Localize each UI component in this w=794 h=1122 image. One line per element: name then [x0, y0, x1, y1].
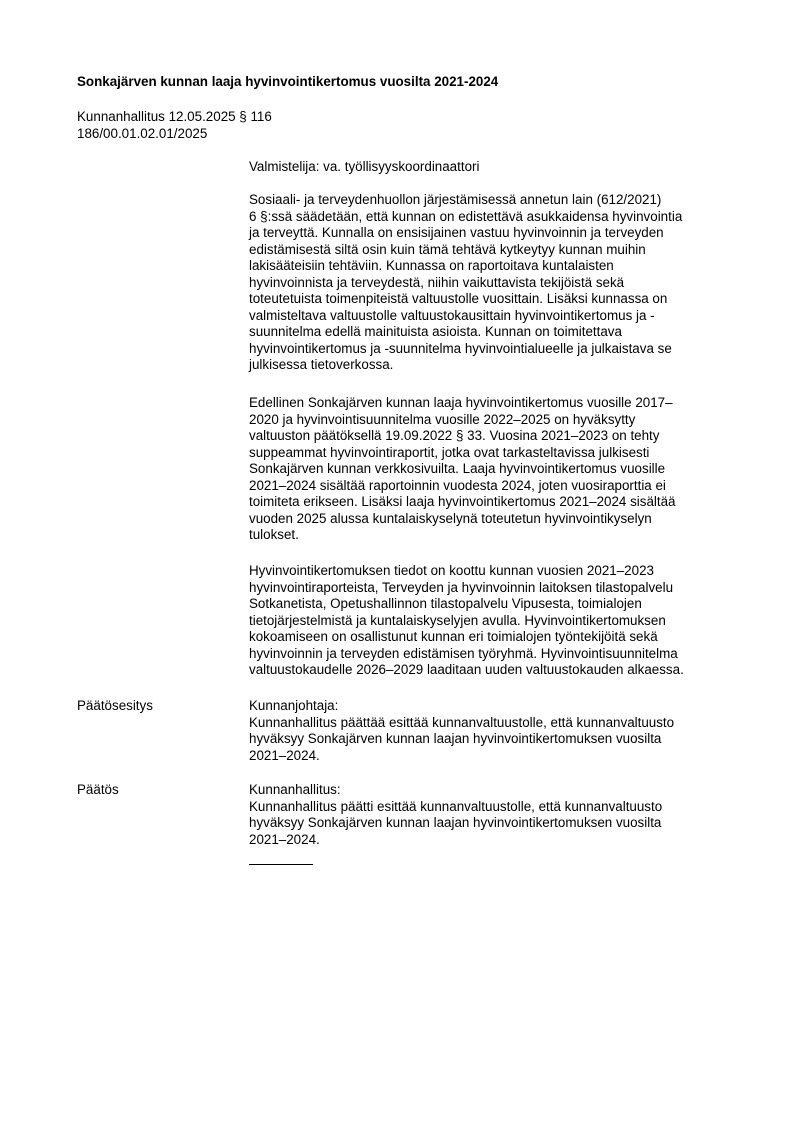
proposal-line: 2021–2024.	[249, 747, 320, 763]
paragraph-line: valmisteltava valtuustolle valtuustokausittain hyvinvointikertomus ja -	[249, 307, 655, 323]
decision-line: 2021–2024.	[249, 831, 320, 847]
paragraph-line: toimiteta erikseen. Lisäksi laaja hyvinvointikertomus 2021–2024 sisältää	[249, 494, 676, 509]
paragraph-line: Hyvinvointikertomuksen tiedot on koottu kunnan vuosien 2021–2023	[249, 563, 654, 578]
proposal-line: hyväksyy Sonkajärven kunnan laajan hyvinvointikertomuksen vuosilta	[249, 731, 662, 746]
paragraph-line: Sotkanetista, Opetushallinnon tilastopalvelu Vipusesta, toimialojen	[249, 596, 642, 611]
signature-rule	[249, 864, 313, 865]
preparer: Valmistelija: va. työllisyyskoordinaattori	[249, 159, 480, 174]
decision-speaker: Kunnanhallitus:	[249, 782, 341, 797]
proposal-speaker: Kunnanjohtaja:	[249, 698, 339, 713]
paragraph-line: hyvinvoinnin ja terveyden edistämisen työryhmä. Hyvinvointisuunnitelma	[249, 645, 678, 661]
paragraph-line: hyvinvointiraporteista, Terveyden ja hyvinvoinnin laitoksen tilastopalvelu	[249, 579, 674, 595]
paragraph-1	[249, 192, 729, 374]
paragraph-line: 6 §:ssä säädetään, että kunnan on edistettävä asukkaidensa hyvinvointia	[249, 208, 683, 224]
record-number: 186/00.01.02.01/2025	[77, 125, 208, 141]
meeting-meta	[77, 109, 272, 142]
paragraph-line: valtuustokaudelle 2026–2029 laaditaan uuden valtuustokauden alkaessa.	[249, 662, 684, 677]
paragraph-line: tietojärjestelmistä ja kuntalaiskyselyjen avulla. Hyvinvointikertomuksen	[249, 612, 666, 628]
paragraph-line: lakisääteisiin tehtäviin. Kunnassa on raportoitava kuntalaisten	[249, 258, 614, 273]
paragraph-line: suunnitelma edellä mainituista asioista. Kunnan on toimitettava	[249, 324, 622, 339]
paragraph-line: 2021–2024 sisältää raportoinnin vuodesta 2024, joten vuosiraporttia ei	[249, 477, 666, 493]
decision-label: Päätös	[77, 782, 119, 797]
paragraph-line: kokoamiseen on osallistunut kunnan eri toimialojen työntekijöitä sekä	[249, 629, 658, 644]
document-title: Sonkajärven kunnan laaja hyvinvointikertomus vuosilta 2021-2024	[77, 74, 499, 89]
decision-section	[249, 782, 729, 848]
proposal-line: Kunnanhallitus päättää esittää kunnanvaltuustolle, että kunnanvaltuusto	[249, 714, 675, 730]
paragraph-line: Edellinen Sonkajärven kunnan laaja hyvinvointikertomus vuosille 2017–	[249, 395, 673, 410]
paragraph-line: suppeammat hyvinvointiraportit, jotka ovat tarkasteltavissa julkisesti	[249, 444, 650, 460]
paragraph-line: hyvinvoinnista ja terveydestä, niihin vaikuttavista tekijöistä sekä	[249, 274, 625, 290]
meeting-reference: Kunnanhallitus 12.05.2025 § 116	[77, 109, 272, 124]
proposal-section	[249, 698, 729, 764]
decision-line: hyväksyy Sonkajärven kunnan laajan hyvinvointikertomuksen vuosilta	[249, 815, 662, 830]
paragraph-line: tulokset.	[249, 527, 299, 542]
paragraph-line: Sonkajärven kunnan verkkosivuilta. Laaja hyvinvointikertomus vuosille	[249, 461, 666, 476]
paragraph-line: toteutetuista toimenpiteistä valtuustolle vuosittain. Lisäksi kunnassa on	[249, 291, 668, 306]
paragraph-2	[249, 395, 729, 544]
paragraph-line: julkisessa tietoverkossa.	[249, 357, 394, 372]
preparer-line	[249, 159, 729, 176]
paragraph-line: hyvinvointikertomus ja -suunnitelma hyvinvointialueelle ja julkaistava se	[249, 340, 672, 356]
paragraph-line: vuoden 2025 alussa kuntalaiskyselynä toteutetun hyvinvointikyselyn	[249, 510, 652, 526]
paragraph-line: 2020 ja hyvinvointisuunnitelma vuosille 2022–2025 on hyväksytty	[249, 411, 636, 427]
proposal-label: Päätösesitys	[77, 698, 153, 713]
paragraph-line: ja terveyttä. Kunnalla on ensisijainen vastuu hyvinvoinnin ja terveyden	[249, 225, 664, 240]
paragraph-line: valtuuston päätöksellä 19.09.2022 § 33. Vuosina 2021–2023 on tehty	[249, 428, 660, 443]
decision-line: Kunnanhallitus päätti esittää kunnanvaltuustolle, että kunnanvaltuusto	[249, 798, 663, 814]
paragraph-line: edistämisestä siltä osin kuin tämä tehtävä kytkeytyy kunnan muihin	[249, 241, 646, 257]
paragraph-line: Sosiaali- ja terveydenhuollon järjestämisessä annetun lain (612/2021)	[249, 192, 662, 207]
paragraph-3	[249, 563, 729, 679]
